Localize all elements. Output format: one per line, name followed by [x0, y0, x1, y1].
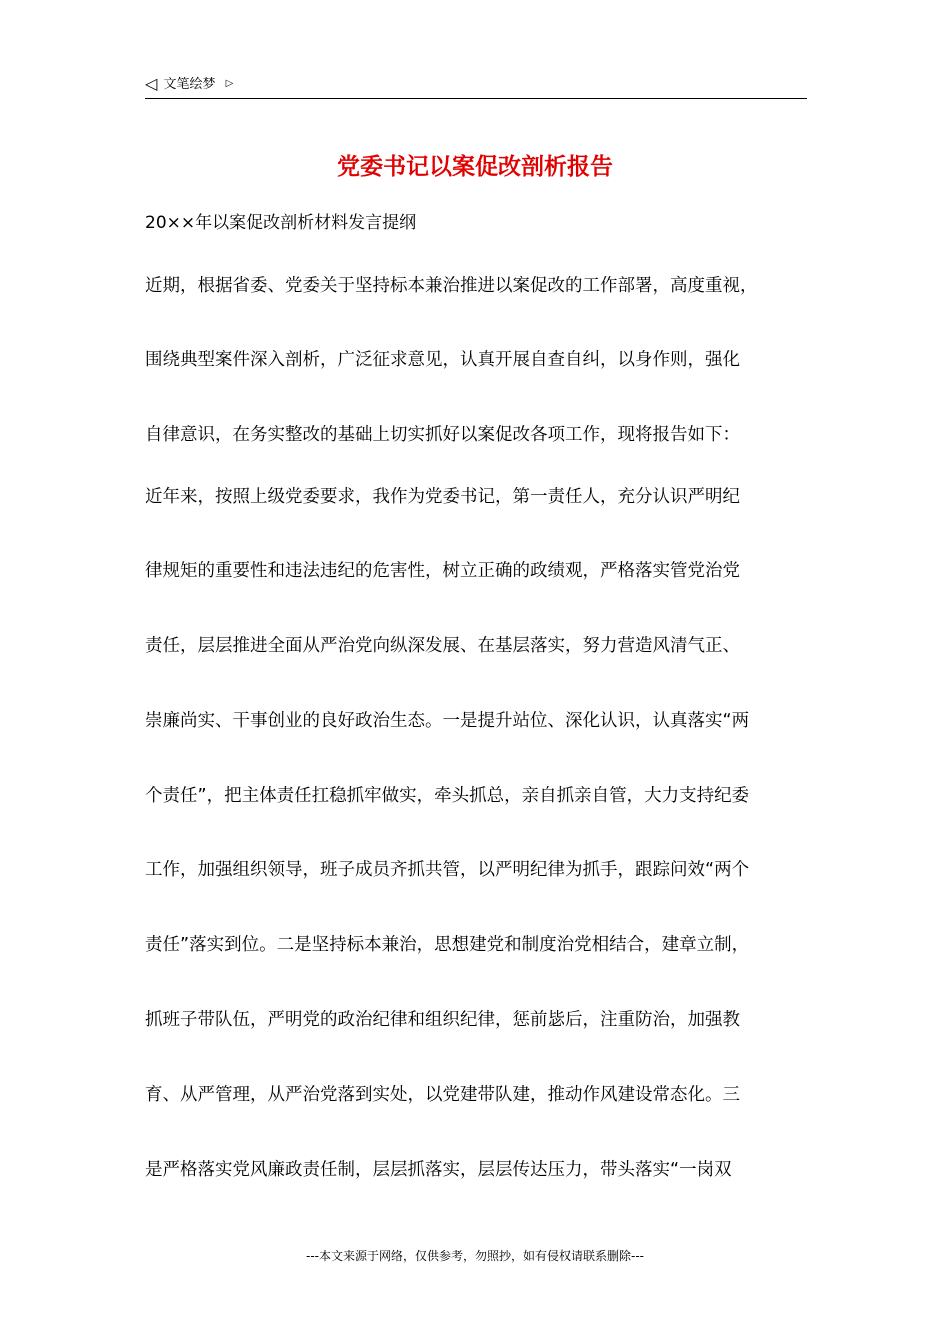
- body-line: 近年来，按照上级党委要求，我作为党委书记，第一责任人，充分认识严明纪: [145, 487, 740, 507]
- page-header: [145, 74, 807, 99]
- body-line: 育、从严管理，从严治党落到实处，以党建带队建，推动作风建设常态化。三: [145, 1085, 740, 1105]
- body-line: 是严格落实党风廉政责任制，层层抓落实，层层传达压力，带头落实“一岗双: [145, 1160, 732, 1180]
- body-line: 抓班子带队伍，严明党的政治纪律和组织纪律，惩前毖后，注重防治，加强教: [145, 1010, 740, 1030]
- body-line: 责任”落实到位。二是坚持标本兼治，思想建党和制度治党相结合，建章立制，: [145, 935, 750, 955]
- body-line: 工作，加强组织领导，班子成员齐抓共管，以严明纪律为抓手，跟踪问效“两个: [145, 860, 750, 880]
- body-line: 律规矩的重要性和违法违纪的危害性，树立正确的政绩观，严格落实管党治党: [145, 561, 740, 581]
- body-line: 个责任”，把主体责任扛稳抓牢做实，牵头抓总，亲自抓亲自管，大力支持纪委: [145, 786, 750, 806]
- triangle-left-icon: ◁: [145, 74, 158, 93]
- body-line: 近期，根据省委、党委关于坚持标本兼治推进以案促改的工作部署，高度重视，: [145, 276, 758, 296]
- body-line: 自律意识，在务实整改的基础上切实抓好以案促改各项工作，现将报告如下：: [145, 425, 740, 445]
- page-footer: ---本文来源于网络，仅供参考，勿照抄，如有侵权请联系删除---: [306, 1249, 644, 1263]
- body-line: 围绕典型案件深入剖析，广泛征求意见，认真开展自查自纠，以身作则，强化: [145, 350, 740, 370]
- document-subtitle: 20××年以案促改剖析材料发言提纲: [145, 213, 417, 233]
- body-line: 责任，层层推进全面从严治党向纵深发展、在基层落实，努力营造风清气正、: [145, 636, 740, 656]
- header-brand: [145, 74, 233, 95]
- body-line: 崇廉尚实、干事创业的良好政治生态。一是提升站位、深化认识，认真落实“两: [145, 711, 750, 731]
- brand-name: 文笔绘梦: [163, 77, 216, 92]
- triangle-right-icon: ▷: [225, 78, 234, 89]
- document-title: 党委书记以案促改剖析报告: [337, 153, 613, 180]
